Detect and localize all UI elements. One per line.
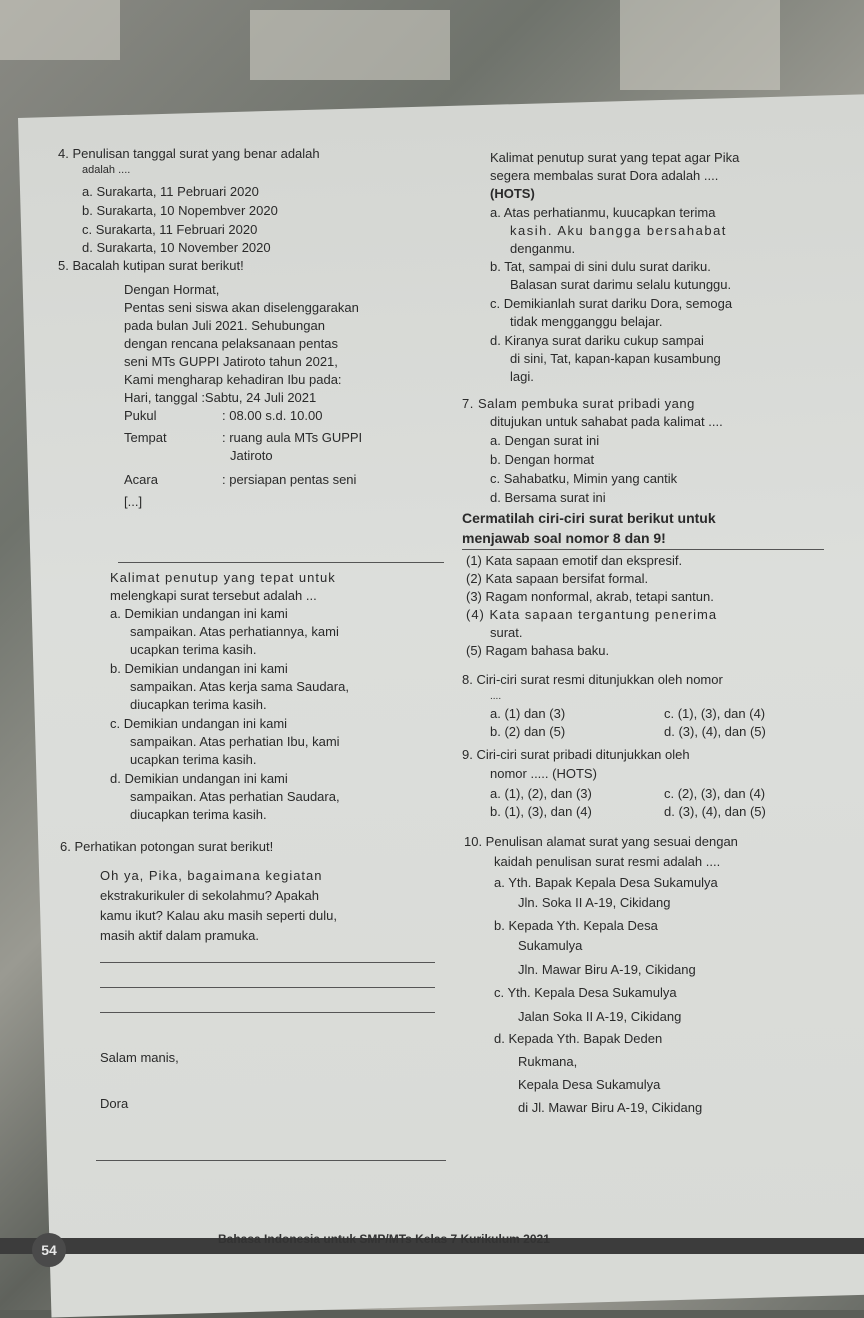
q5-option-c-line2: sampaikan. Atas perhatian Ibu, kami <box>130 734 340 749</box>
fragment-line: kamu ikut? Kalau aku masih seperti dulu, <box>100 908 338 923</box>
q4-option-c: c. Surakarta, 11 Februari 2020 <box>82 222 258 237</box>
q6-option-c: c. Demikianlah surat dariku Dora, semoga <box>490 296 733 311</box>
q5-option-d-line2: sampaikan. Atas perhatian Saudara, <box>130 789 340 804</box>
letter-fragment-box <box>96 860 446 1161</box>
q7-line1: 7. Salam pembuka surat pribadi yang <box>462 396 695 411</box>
q6-option-a-line3: denganmu. <box>510 241 576 256</box>
q9-line2: nomor ..... (HOTS) <box>490 766 597 781</box>
q6-cont-line2: segera membalas surat Dora adalah .... <box>490 168 719 183</box>
q4-option-b: b. Surakarta, 10 Nopembver 2020 <box>82 203 278 218</box>
q8-option-b: b. (2) dan (5) <box>490 724 566 739</box>
excerpt-line: Hari, tanggal :Sabtu, 24 Juli 2021 <box>124 390 317 405</box>
fabric-square <box>620 0 780 90</box>
q5-prompt-line2: melengkapi surat tersebut adalah ... <box>110 588 317 603</box>
excerpt-line: Dengan Hormat, <box>124 282 220 297</box>
hots-label: (HOTS) <box>490 186 535 201</box>
q9-option-d: d. (3), (4), dan (5) <box>664 804 766 819</box>
excerpt-line: seni MTs GUPPI Jatiroto tahun 2021, <box>124 354 338 369</box>
q10-option-b-line3: Jln. Mawar Biru A-19, Cikidang <box>518 962 696 977</box>
q10-option-d-line4: di Jl. Mawar Biru A-19, Cikidang <box>518 1100 703 1115</box>
q6-option-d: d. Kiranya surat dariku cukup sampai <box>490 333 704 348</box>
q8-option-d: d. (3), (4), dan (5) <box>664 724 766 739</box>
q4-option-a: a. Surakarta, 11 Pebruari 2020 <box>82 184 259 199</box>
q8-option-a: a. (1) dan (3) <box>490 706 566 721</box>
fragment-line: masih aktif dalam pramuka. <box>100 928 259 943</box>
q7-line2: ditujukan untuk sahabat pada kalimat .... <box>490 414 723 429</box>
fragment-line: ekstrakurikuler di sekolahmu? Apakah <box>100 888 319 903</box>
q5-option-b-line3: diucapkan terima kasih. <box>130 697 267 712</box>
excerpt-line: Kami mengharap kehadiran Ibu pada: <box>124 372 342 387</box>
q5-option-b-line2: sampaikan. Atas kerja sama Saudara, <box>130 679 349 694</box>
q10-option-b: b. Kepada Yth. Kepala Desa <box>494 918 658 933</box>
q5-option-a-line3: ucapkan terima kasih. <box>130 642 257 657</box>
q5-option-c: c. Demikian undangan ini kami <box>110 716 288 731</box>
q10-option-a: a. Yth. Bapak Kepala Desa Sukamulya <box>494 875 718 890</box>
blank-line <box>100 1012 435 1013</box>
q9-option-c: c. (2), (3), dan (4) <box>664 786 766 801</box>
q6-option-b: b. Tat, sampai di sini dulu surat dariku. <box>490 259 711 274</box>
q4-line2: adalah .... <box>82 164 131 176</box>
acara-label: Acara <box>124 472 158 487</box>
blank-line <box>100 962 435 963</box>
excerpt-ellipsis: [...] <box>124 494 143 509</box>
ciri-item: (1) Kata sapaan emotif dan ekspresif. <box>466 553 683 568</box>
excerpt-line: Pentas seni siswa akan diselenggarakan <box>124 300 359 315</box>
q6-option-d-line2: di sini, Tat, kapan-kapan kusambung <box>510 351 721 366</box>
q5-option-a-line2: sampaikan. Atas perhatiannya, kami <box>130 624 339 639</box>
q5-prompt-line1: Kalimat penutup yang tepat untuk <box>110 570 336 585</box>
q7-option-b: b. Dengan hormat <box>490 452 595 467</box>
page-number: 54 <box>32 1233 66 1267</box>
ciri-heading-line2: menjawab soal nomor 8 dan 9! <box>462 530 666 546</box>
q6-option-d-line3: lagi. <box>510 369 534 384</box>
q9-line1: 9. Ciri-ciri surat pribadi ditunjukkan oleh <box>462 747 690 762</box>
q4-line1: 4. Penulisan tanggal surat yang benar adalah <box>58 146 320 161</box>
q8-line1: 8. Ciri-ciri surat resmi ditunjukkan oleh nomor <box>462 672 723 687</box>
fabric-square <box>0 0 120 60</box>
q6-option-a-line2: kasih. Aku bangga bersahabat <box>510 223 727 238</box>
ciri-item: (5) Ragam bahasa baku. <box>466 643 610 658</box>
q6-option-c-line2: tidak mengganggu belajar. <box>510 314 663 329</box>
pukul-label: Pukul <box>124 408 157 423</box>
book-title: Bahasa Indonesia untuk SMP/MTs Kelas 7 Kurikulum 2021 <box>218 1232 550 1246</box>
sender-name: Dora <box>100 1096 129 1111</box>
q10-line2: kaidah penulisan surat resmi adalah .... <box>494 854 721 869</box>
q5-option-c-line3: ucapkan terima kasih. <box>130 752 257 767</box>
q6-option-a: a. Atas perhatianmu, kuucapkan terima <box>490 205 716 220</box>
q7-option-c: c. Sahabatku, Mimin yang cantik <box>490 471 678 486</box>
q10-option-d-line2: Rukmana, <box>518 1054 578 1069</box>
q6-cont-line1: Kalimat penutup surat yang tepat agar Pika <box>490 150 740 165</box>
q6-title: 6. Perhatikan potongan surat berikut! <box>60 839 274 854</box>
q4-option-d: d. Surakarta, 10 November 2020 <box>82 240 271 255</box>
excerpt-line: pada bulan Juli 2021. Sehubungan <box>124 318 325 333</box>
q6-option-b-line2: Balasan surat darimu selalu kutunggu. <box>510 277 732 292</box>
q9-option-a: a. (1), (2), dan (3) <box>490 786 592 801</box>
ciri-heading-line1: Cermatilah ciri-ciri surat berikut untuk <box>462 510 716 526</box>
tempat-value: : ruang aula MTs GUPPI <box>222 430 363 445</box>
q5-title: 5. Bacalah kutipan surat berikut! <box>58 258 244 273</box>
q10-option-d: d. Kepada Yth. Bapak Deden <box>494 1031 663 1046</box>
q5-option-a: a. Demikian undangan ini kami <box>110 606 288 621</box>
q10-line1: 10. Penulisan alamat surat yang sesuai dengan <box>464 834 738 849</box>
closing-text: Salam manis, <box>100 1050 179 1065</box>
q10-option-c: c. Yth. Kepala Desa Sukamulya <box>494 985 677 1000</box>
q5-option-b: b. Demikian undangan ini kami <box>110 661 288 676</box>
ciri-item: (4) Kata sapaan tergantung penerima <box>466 607 718 622</box>
tempat-value-2: Jatiroto <box>230 448 273 463</box>
q10-option-c-line2: Jalan Soka II A-19, Cikidang <box>518 1009 682 1024</box>
q8-option-c: c. (1), (3), dan (4) <box>664 706 766 721</box>
q9-option-b: b. (1), (3), dan (4) <box>490 804 592 819</box>
excerpt-line: dengan rencana pelaksanaan pentas <box>124 336 338 351</box>
tempat-label: Tempat <box>124 430 167 445</box>
q7-option-a: a. Dengan surat ini <box>490 433 600 448</box>
q5-option-d: d. Demikian undangan ini kami <box>110 771 288 786</box>
q10-option-d-line3: Kepala Desa Sukamulya <box>518 1077 661 1092</box>
ciri-item: (3) Ragam nonformal, akrab, tetapi santun. <box>466 589 714 604</box>
blank-line <box>100 987 435 988</box>
pukul-value: : 08.00 s.d. 10.00 <box>222 408 323 423</box>
fragment-line: Oh ya, Pika, bagaimana kegiatan <box>100 868 323 883</box>
ciri-item: (2) Kata sapaan bersifat formal. <box>466 571 649 586</box>
fabric-square <box>250 10 450 80</box>
q5-option-d-line3: diucapkan terima kasih. <box>130 807 267 822</box>
acara-value: : persiapan pentas seni <box>222 472 357 487</box>
q10-option-a-line2: Jln. Soka II A-19, Cikidang <box>518 895 671 910</box>
ciri-item-cont: surat. <box>490 625 523 640</box>
q8-line2: .... <box>490 691 502 702</box>
q10-option-b-line2: Sukamulya <box>518 938 583 953</box>
q7-option-d: d. Bersama surat ini <box>490 490 606 505</box>
